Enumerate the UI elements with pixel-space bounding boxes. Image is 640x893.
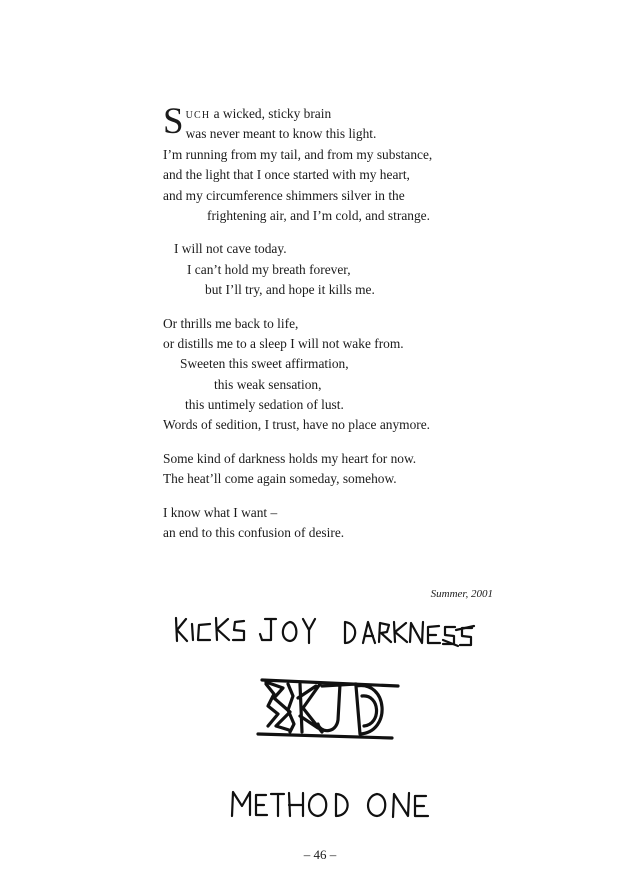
drop-cap: S [163, 101, 184, 142]
poem-line: this weak sensation, [214, 376, 322, 392]
poem-line: Some kind of darkness holds my heart for now. [163, 450, 417, 466]
poem-line: or distills me to a sleep I will not wake from. [163, 335, 404, 351]
poem-line: was never meant to know this light. [185, 126, 377, 142]
poem-line: frightening air, and I’m cold, and strange. [207, 207, 430, 223]
poem-line: Or thrills me back to life, [163, 315, 299, 331]
page-number: – 46 – [303, 847, 337, 862]
poem-line: I’m running from my tail, and from my substance, [163, 146, 433, 162]
handwritten-kicks-joy-darkness [176, 618, 474, 646]
small-caps: UCH [185, 110, 211, 121]
poem-line: Words of sedition, I trust, have no place anymore. [163, 417, 431, 433]
handwritten-method-one [232, 792, 428, 817]
poem-line: The heat’ll come again someday, somehow. [163, 471, 397, 487]
poem-line: Sweeten this sweet affirmation, [180, 356, 349, 372]
poem-line: but I’ll try, and hope it kills me. [205, 282, 375, 298]
poem-line: and the light that I once started with my heart, [163, 167, 410, 183]
poem-date: Summer, 2001 [430, 588, 493, 600]
poem-text: a wicked, sticky brain [210, 106, 332, 121]
poem-line: I can’t hold my breath forever, [187, 261, 351, 277]
poem-line: an end to this confusion of desire. [163, 525, 345, 541]
poem-line: I will not cave today. [174, 241, 287, 257]
poem-line: this untimely sedation of lust. [185, 397, 344, 413]
poem-line: I know what I want – [163, 504, 278, 520]
kjd-logo [258, 680, 398, 738]
poem-line: and my circumference shimmers silver in the [163, 187, 405, 203]
